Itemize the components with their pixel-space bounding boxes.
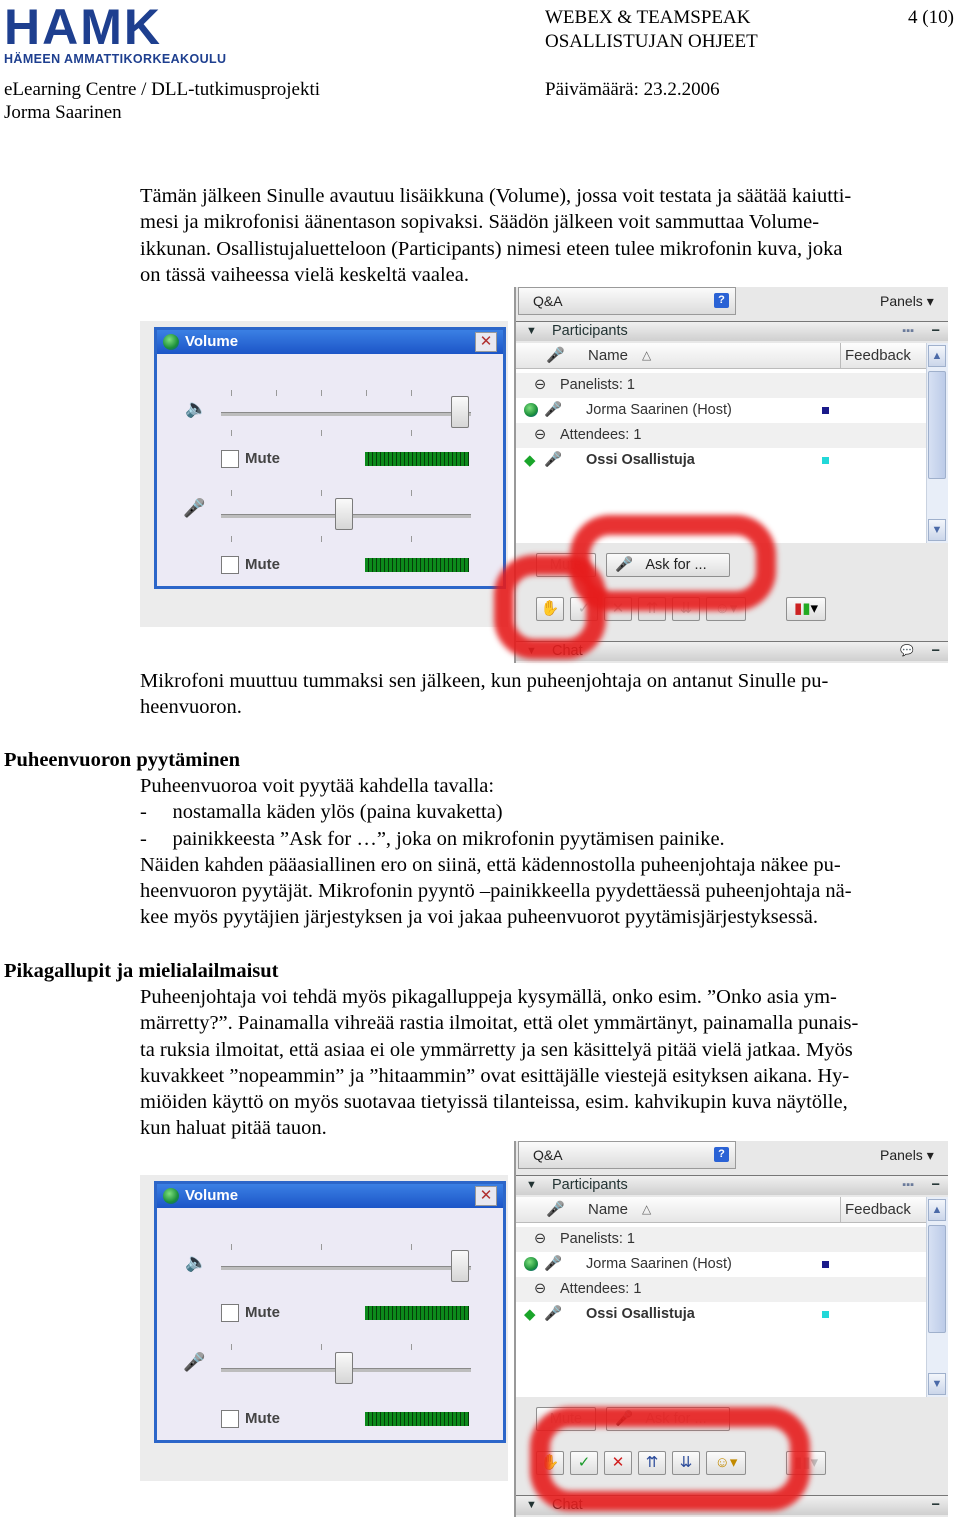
speaker-icon: 🔈 [185,398,208,418]
minimize-icon[interactable]: − [931,1177,940,1193]
participants-bar[interactable] [516,321,948,341]
check-button[interactable]: ✓ [570,1451,598,1475]
tick [321,430,322,436]
collapse-circle-icon: ⊖ [534,1281,547,1297]
paragraph-microphone [140,668,950,721]
collapse-icon: ▼ [526,1499,537,1511]
microphone-icon: 🎤 [544,1306,563,1322]
speaker-level-meter [365,1306,469,1320]
microphone-icon: 🎤 [615,1411,634,1427]
list-item[interactable] [516,448,926,473]
participant-name: Ossi Osallistuja [586,452,695,468]
participant-name: Jorma Saarinen (Host) [586,402,732,418]
text-line: kee myös pyytäjien järjestyksen ja voi jakaa puheenvuorot pyytämisjärjestyksessä. [140,906,819,929]
minimize-icon[interactable]: − [931,323,940,339]
list-item[interactable] [516,398,926,423]
list-item: - painikkeesta ”Ask for …”, joka on mikrofonin pyytämisen painike. [140,827,725,850]
paragraph-polls [140,984,950,1142]
scrollbar[interactable] [926,343,948,543]
list-item[interactable] [516,1277,926,1302]
tick [411,1244,412,1250]
scroll-down-button[interactable]: ▼ [928,1373,946,1395]
qa-tab-label: Q&A [533,1147,563,1163]
diamond-icon: ◆ [524,452,536,469]
participants-bar-label: Participants [552,1177,628,1193]
speaker-slider-knob[interactable] [451,1250,469,1282]
highlight-feedback-buttons [530,1407,810,1511]
text-line: Näiden kahden pääasiallinen ero on siinä, että kädennostolla puheenjohtaja näkee pu- [140,853,841,876]
doc-title-2: OSALLISTUJAN OHJEET [545,31,758,52]
text-line: heenvuoron. [140,696,242,719]
scroll-thumb[interactable] [928,371,946,479]
speaker-slider-track [221,412,471,416]
faster-button[interactable]: ⇈ [638,597,666,621]
tick [276,390,277,396]
column-feedback[interactable]: Feedback [840,1197,926,1223]
group-label: Panelists: 1 [560,377,635,393]
tick [321,1244,322,1250]
microphone-icon: 🎤 [544,1256,563,1272]
cross-button[interactable]: ✕ [604,597,632,621]
volume-title: Volume [185,1187,239,1204]
text-line: ikkunan. Osallistujaluetteloon (Participants) nimesi eteen tulee mikrofonin kuva, joka [140,237,843,260]
raise-hand-button[interactable]: ✋ [536,597,564,621]
qa-tab[interactable] [518,1141,736,1169]
emoticon-button[interactable]: ☺▾ [706,1451,746,1475]
tick [321,490,322,496]
diamond-icon: ◆ [524,1306,536,1323]
scroll-up-button[interactable]: ▲ [928,345,946,367]
list-item: - nostamalla käden ylös (paina kuvaketta) [140,801,503,824]
tick [411,1344,412,1350]
panels-menu[interactable]: Panels ▾ [880,293,934,309]
collapse-icon: ▼ [526,645,537,657]
mic-column-icon: 🎤 [546,347,565,364]
ask-for-label: Ask for ... [645,1411,707,1427]
participants-bar-label: Participants [552,323,628,339]
globe-icon [524,1257,538,1271]
collapse-icon: ▼ [526,1179,537,1191]
paragraph-request-turn [140,773,950,931]
help-icon[interactable]: ? [714,293,729,308]
tick [366,390,367,396]
list-header [516,1197,926,1223]
screenshot-1 [140,287,948,663]
logo-word: HAMK [4,0,162,55]
list-item[interactable] [516,373,926,398]
mic-mute-label: Mute [245,556,280,573]
column-name[interactable]: Name [588,1201,629,1218]
qa-tab-label: Q&A [533,293,563,309]
sort-icon: △ [642,1202,652,1216]
cross-button[interactable]: ✕ [604,1451,632,1475]
volume-window [154,327,506,589]
help-icon[interactable]: ? [714,1147,729,1162]
microphone-icon: 🎤 [544,402,563,418]
mic-slider-knob[interactable] [335,1352,353,1384]
slower-button[interactable]: ⇊ [672,1451,700,1475]
speaker-mute-label: Mute [245,450,280,467]
list-item[interactable] [516,1252,926,1277]
scroll-up-button[interactable]: ▲ [928,1199,946,1221]
speaker-icon: 🔈 [185,1252,208,1272]
text-line: heenvuoron pyytäjät. Mikrofonin pyyntö –painikkeella pyydettäessä puheenjohtaja nä- [140,880,852,903]
list-item[interactable] [516,423,926,448]
mic-level-meter [365,558,469,572]
document-date: Päivämäärä: 23.2.2006 [545,79,720,100]
panels-menu[interactable]: Panels ▾ [880,1147,934,1163]
text-line: mesi ja mikrofonisi äänentason sopivaksi. Säädön jälkeen voit sammuttaa Volume- [140,211,820,234]
collapse-circle-icon: ⊖ [534,1231,547,1247]
volume-window [154,1181,506,1443]
tick [231,390,232,396]
text-line: on tässä vaiheessa vielä keskeltä vaalea. [140,263,469,286]
tick [411,490,412,496]
list-item[interactable] [516,1302,926,1327]
attendee-indicator [822,457,829,464]
globe-icon [524,403,538,417]
close-button[interactable]: ✕ [475,332,497,352]
volume-title: Volume [185,333,239,350]
check-button[interactable]: ✓ [570,597,598,621]
collapse-circle-icon: ⊖ [534,377,547,393]
heading-request-turn: Puheenvuoron pyytäminen [4,749,240,771]
microphone-icon: 🎤 [183,1352,206,1372]
text-line: märretty?”. Painamalla vihreää rastia ilmoitat, että olet ymmärtänyt, painamalla punais- [140,1012,859,1035]
host-indicator [822,1261,829,1268]
tick [411,390,412,396]
mute-button[interactable]: Mute [536,553,596,577]
mic-mute-checkbox[interactable] [221,556,239,574]
participants-bar[interactable] [516,1175,948,1195]
slower-button[interactable]: ⇊ [672,597,700,621]
text-line: Mikrofoni muuttuu tummaksi sen jälkeen, kun puheenjohtaja on antanut Sinulle pu- [140,670,829,692]
text-line: kun haluat pitää tauon. [140,1117,327,1140]
column-name[interactable]: Name [588,347,629,364]
text-line: Tämän jälkeen Sinulle avautuu lisäikkuna (Volume), jossa voit testata ja säätää kaiutti- [140,185,852,207]
organization: eLearning Centre / DLL-tutkimusprojekti [4,79,321,100]
sort-icon: △ [642,348,652,362]
tick [231,1244,232,1250]
mic-column-icon: 🎤 [546,1201,565,1218]
qa-tab[interactable] [518,287,736,315]
scrollbar[interactable] [926,1197,948,1397]
participant-name: Ossi Osallistuja [586,1306,695,1322]
participants-list [516,1197,926,1397]
grid-icon: ▪▪▪ [902,325,914,337]
ask-for-label: Ask for ... [645,557,707,573]
grid-icon: ▪▪▪ [902,1179,914,1191]
speaker-mute-checkbox[interactable] [221,450,239,468]
speech-bubble-icon: 💬 [900,645,914,657]
doc-title-1: WEBEX & TEAMSPEAK [545,7,751,28]
speaker-mute-label: Mute [245,1304,280,1321]
mic-mute-label: Mute [245,1410,280,1427]
mute-button[interactable]: Mute [536,1407,596,1431]
microphone-icon: 🎤 [544,452,563,468]
panels-label: Panels [880,293,923,309]
logo-subtitle: HÄMEEN AMMATTIKORKEAKOULU [4,52,227,66]
microphone-icon: 🎤 [615,557,634,573]
globe-icon [163,1188,179,1204]
participants-list [516,343,926,543]
list-item[interactable] [516,1227,926,1252]
microphone-icon: 🎤 [183,498,206,518]
list-header [516,343,926,369]
faster-button[interactable]: ⇈ [638,1451,666,1475]
emoticon-button[interactable]: ☺▾ [706,597,746,621]
panels-label: Panels [880,1147,923,1163]
tick [321,536,322,542]
speaker-mute-checkbox[interactable] [221,1304,239,1322]
chat-bar-label: Chat [552,643,583,659]
mic-level-meter [365,1412,469,1426]
column-feedback[interactable]: Feedback [840,343,926,369]
speaker-slider-track [221,1266,471,1270]
participant-name: Jorma Saarinen (Host) [586,1256,732,1272]
tick [321,1344,322,1350]
group-label: Attendees: 1 [560,1281,642,1297]
mic-slider-knob[interactable] [335,498,353,530]
speaker-slider-knob[interactable] [451,396,469,428]
highlight-raise-hand [494,555,606,659]
group-label: Panelists: 1 [560,1231,635,1247]
author: Jorma Saarinen [4,102,122,123]
tick [231,1344,232,1350]
close-button[interactable]: ✕ [475,1186,497,1206]
scroll-down-button[interactable]: ▼ [928,519,946,541]
volume-titlebar [157,1184,503,1208]
globe-icon [163,334,179,350]
text-line: Puheenjohtaja voi tehdä myös pikagalluppeja kysymällä, onko esim. ”Onko asia ym- [140,986,837,1008]
text-line: ta ruksia ilmoitat, että asiaa ei ole ymmärretty ja sen käsittelyä pitää vielä jatkaa. Myös [140,1038,853,1061]
speaker-level-meter [365,452,469,466]
mic-mute-checkbox[interactable] [221,1410,239,1428]
collapse-circle-icon: ⊖ [534,427,547,443]
text-line: Puheenvuoroa voit pyytää kahdella tavalla: [140,775,495,797]
host-indicator [822,407,829,414]
tick [231,430,232,436]
tick [231,536,232,542]
paragraph-volume [140,183,950,288]
poll-button[interactable]: ▮▮▾ [786,1451,826,1475]
tick [411,430,412,436]
minimize-icon[interactable]: − [931,1497,940,1513]
group-label: Attendees: 1 [560,427,642,443]
volume-titlebar [157,330,503,354]
text-line: miöiden käyttö on myös suotavaa tietyissä tilanteissa, esim. kahvikupin kuva näytölle, [140,1091,848,1114]
chat-bar-label: Chat [552,1497,583,1513]
tick [411,536,412,542]
screenshot-2 [140,1141,948,1517]
heading-polls: Pikagallupit ja mielialailmaisut [4,960,279,982]
page-number: 4 (10) [908,7,954,28]
tick [321,390,322,396]
tick [231,490,232,496]
collapse-icon: ▼ [526,325,537,337]
attendee-indicator [822,1311,829,1318]
minimize-icon[interactable]: − [931,643,940,659]
raise-hand-button[interactable]: ✋ [536,1451,564,1475]
text-line: kuvakkeet ”nopeammin” ja ”hitaammin” ovat esittäjälle viestejä esityksen aikana. Hy- [140,1064,850,1087]
poll-button[interactable]: ▮▮▾ [786,597,826,621]
scroll-thumb[interactable] [928,1225,946,1333]
hamk-logo [4,0,240,66]
